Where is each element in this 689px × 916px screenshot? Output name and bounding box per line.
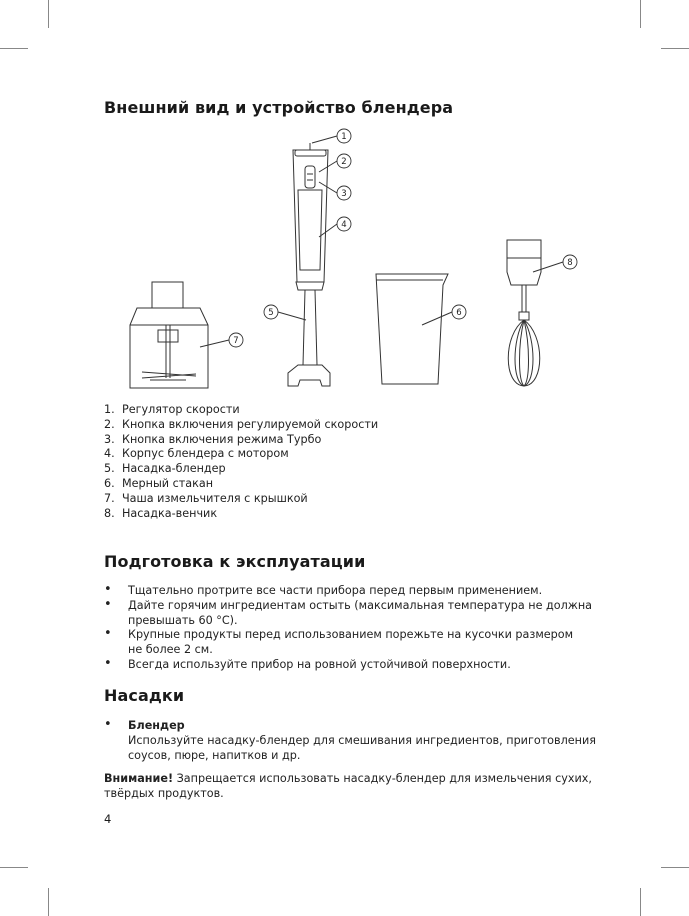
bullet-icon: • <box>104 717 112 732</box>
list-item: 4. Корпус блендера с мотором <box>104 447 289 461</box>
list-item: 5. Насадка-блендер <box>104 462 226 476</box>
section-title-attachments: Насадки <box>104 686 185 705</box>
blender-body-illustration <box>288 143 330 386</box>
section-title-preparation: Подготовка к эксплуатации <box>104 552 366 571</box>
page-number: 4 <box>104 812 112 826</box>
callout-1: 1 <box>341 132 347 142</box>
chopper-bowl-illustration <box>130 282 208 388</box>
attachment-title: Блендер <box>128 719 185 732</box>
list-item: 3. Кнопка включения режима Турбо <box>104 432 322 446</box>
callout-4: 4 <box>341 220 347 230</box>
callout-7: 7 <box>233 336 239 346</box>
list-item: 2. Кнопка включения регулируемой скорости <box>104 417 379 431</box>
bullet-icon: • <box>104 596 112 612</box>
list-item: • Крупные продукты перед использованием порежьте на кусочки размером не более 2 см. <box>104 626 574 657</box>
warning-note: Внимание! Запрещается использовать насадку-блендер для измельчения сухих, твёрдых продуктов. <box>104 772 592 800</box>
callout-5: 5 <box>268 308 274 318</box>
list-item: • Всегда используйте прибор на ровной устойчивой поверхности. <box>104 655 511 671</box>
list-item: • Тщательно протрите все части прибора перед первым применением. <box>104 582 543 597</box>
bullet-icon: • <box>104 655 112 671</box>
attachment-blender <box>104 719 614 763</box>
warning-label: Внимание! <box>104 772 174 785</box>
list-item: 6. Мерный стакан <box>104 476 214 490</box>
measuring-cup-illustration <box>376 274 448 384</box>
bullet-icon: • <box>104 626 112 642</box>
list-item: • Дайте горячим ингредиентам остыть (максимальная температура не должна превышать 60 °С). <box>104 596 592 627</box>
list-item: 8. Насадка-венчик <box>104 506 218 520</box>
callout-3: 3 <box>341 189 347 199</box>
bullet-icon: • <box>104 582 112 597</box>
whisk-illustration <box>507 240 541 386</box>
callout-2: 2 <box>341 157 347 167</box>
list-item: 7. Чаша измельчителя с крышкой <box>104 491 308 505</box>
callout-6: 6 <box>456 308 462 318</box>
list-item: • Блендер Используйте насадку-блендер для смешивания ингредиентов, приготовления соусов, пюре, напитков и др. <box>104 717 596 762</box>
callout-8: 8 <box>567 258 573 268</box>
preparation-list <box>104 584 604 673</box>
parts-list <box>104 403 378 521</box>
section-title-appearance: Внешний вид и устройство блендера <box>104 98 454 117</box>
list-item: 1. Регулятор скорости <box>104 403 240 416</box>
